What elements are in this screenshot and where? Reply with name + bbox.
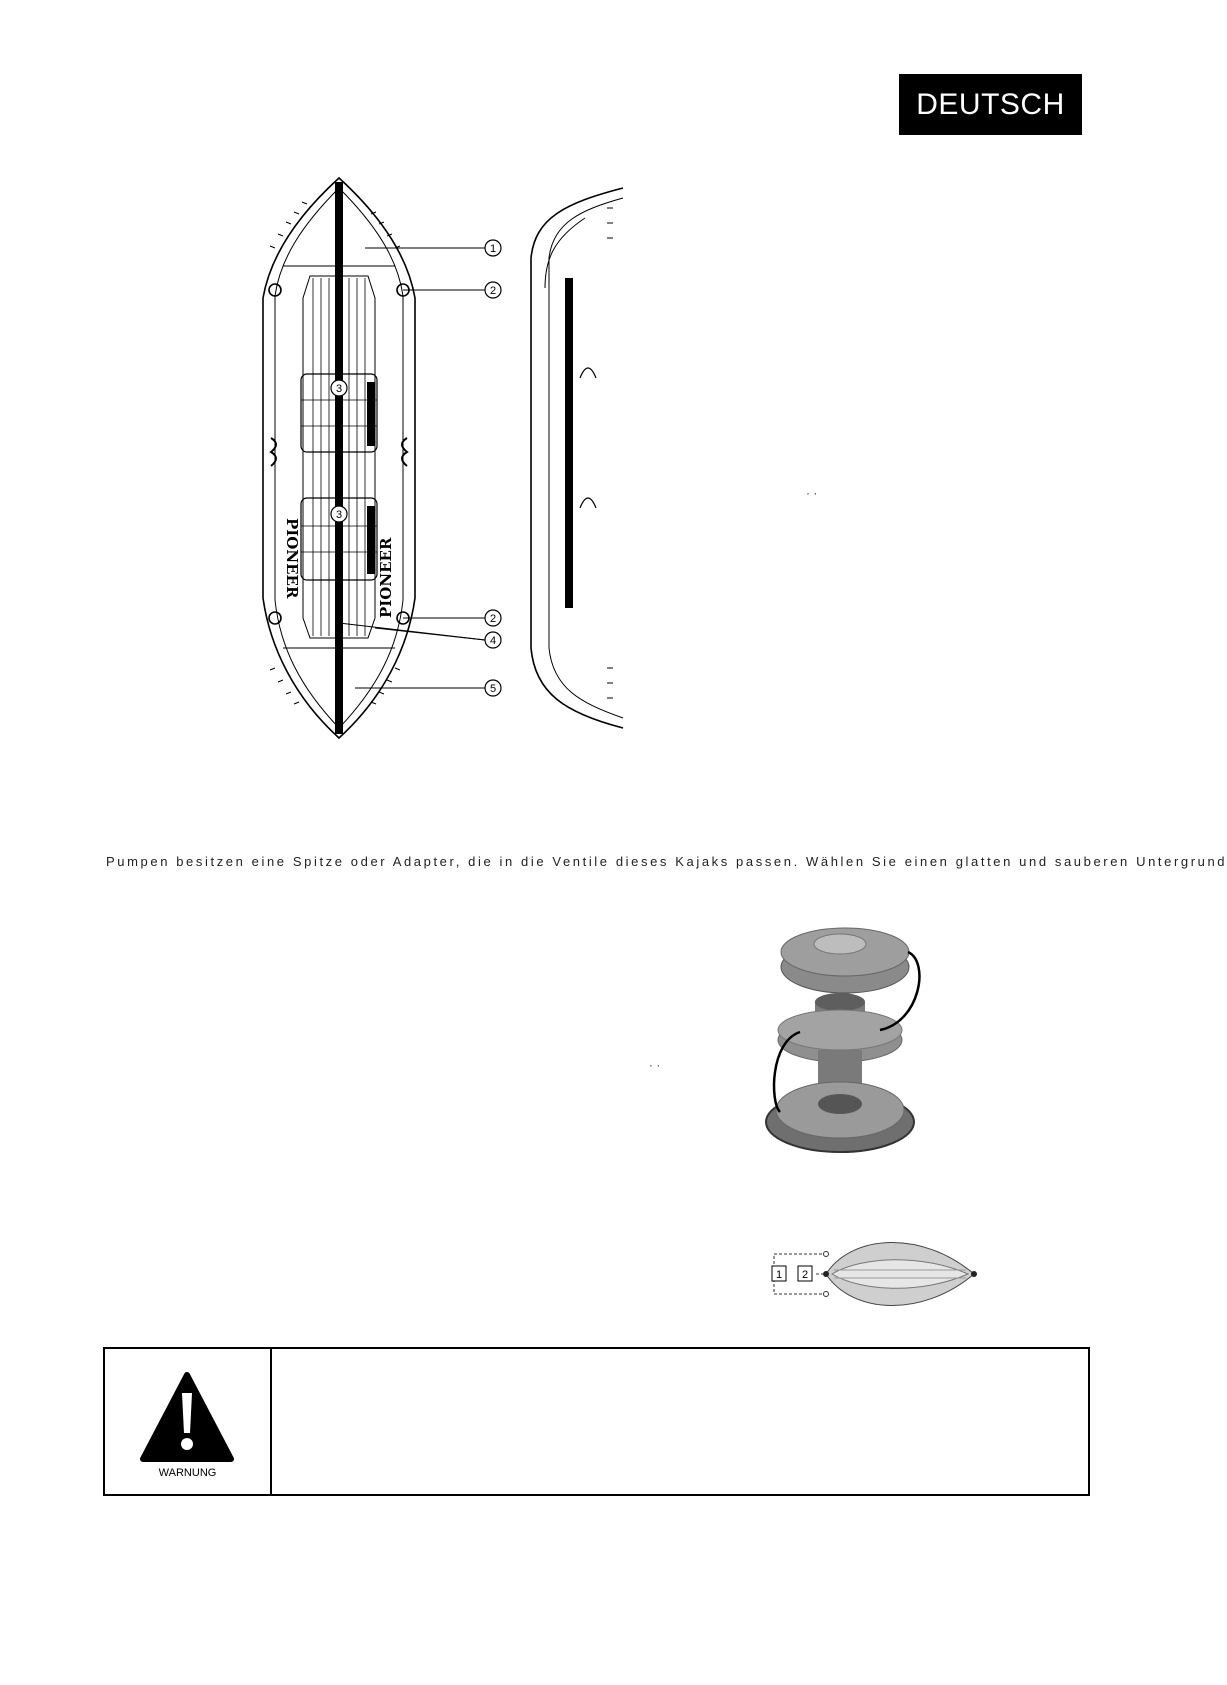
brand-text-right: PIONEER [377, 537, 395, 618]
callout-4: 4 [489, 635, 497, 647]
stray-dots: · · [649, 1058, 661, 1072]
kayak-diagram [235, 148, 675, 758]
callout-3-front: 3 [335, 383, 343, 395]
callout-2-bottom: 2 [489, 613, 497, 625]
body-text-cut-line: Pumpen besitzen eine Spitze oder Adapter, die in die Ventile dieses Kajaks passen. Wählen Sie einen glatten und sauberen Untergrund [106, 854, 1227, 869]
kayak-side-view [531, 188, 623, 728]
warning-box [103, 1347, 1090, 1496]
air-chamber-diagram [762, 1228, 992, 1320]
callout-5: 5 [489, 683, 497, 695]
warning-label: WARNUNG [158, 1467, 217, 1479]
callout-markers [331, 240, 501, 696]
language-badge: DEUTSCH [899, 74, 1082, 135]
callout-1: 1 [489, 243, 497, 255]
chamber-label-2: 2 [801, 1269, 809, 1281]
callout-3-rear: 3 [335, 509, 343, 521]
kayak-top-view [263, 178, 415, 738]
chamber-label-1: 1 [775, 1269, 783, 1281]
brand-text-left: PIONEER [283, 518, 301, 599]
valve-diagram [770, 922, 945, 1167]
callout-2-top: 2 [489, 285, 497, 297]
warning-icon-cell [105, 1349, 272, 1494]
warning-triangle-icon [139, 1371, 235, 1463]
stray-dots-upper: · · [806, 486, 818, 500]
